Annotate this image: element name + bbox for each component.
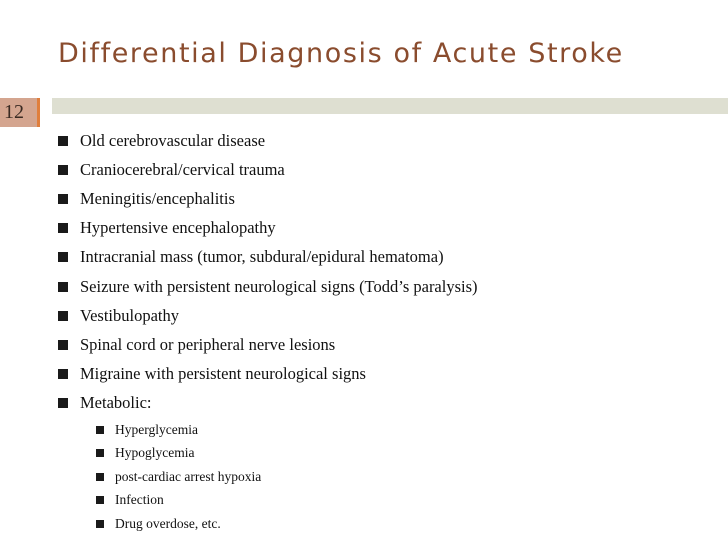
square-bullet-icon	[96, 520, 104, 528]
list-item-text: Meningitis/encephalitis	[80, 188, 235, 208]
header-bar	[52, 98, 728, 114]
list-item-text: Vestibulopathy	[80, 305, 179, 325]
list-item-metabolic	[58, 389, 478, 418]
list-item-text: Spinal cord or peripheral nerve lesions	[80, 334, 336, 354]
list-item	[58, 155, 478, 184]
square-bullet-icon	[96, 473, 104, 481]
sub-list-item	[96, 441, 478, 465]
sub-list-item	[96, 512, 478, 536]
sub-list-item-text: Infection	[115, 492, 164, 508]
sub-list-item-text: Hypoglycemia	[115, 445, 195, 461]
square-bullet-icon	[58, 369, 68, 379]
slide-title: Differential Diagnosis of Acute Stroke	[58, 38, 624, 69]
square-bullet-icon	[96, 426, 104, 434]
square-bullet-icon	[58, 340, 68, 350]
square-bullet-icon	[58, 252, 68, 262]
sub-list-item	[96, 489, 478, 513]
list-item	[58, 243, 478, 272]
list-item-text: Migraine with persistent neurological signs	[80, 364, 366, 384]
sub-list-item-text: Hyperglycemia	[115, 421, 198, 437]
list-item-text: Hypertensive encephalopathy	[80, 218, 276, 238]
list-item	[58, 301, 478, 330]
square-bullet-icon	[96, 496, 104, 504]
sub-list-item-text: post-cardiac arrest hypoxia	[115, 468, 262, 484]
bullet-list	[58, 126, 478, 536]
list-item	[58, 214, 478, 243]
square-bullet-icon	[58, 165, 68, 175]
square-bullet-icon	[58, 194, 68, 204]
square-bullet-icon	[58, 398, 68, 408]
list-item	[58, 272, 478, 301]
list-item-text: Seizure with persistent neurological signs (Todd’s paralysis)	[80, 276, 478, 296]
metabolic-sublist-container	[58, 418, 478, 536]
metabolic-sublist	[58, 418, 478, 536]
list-item-text: Intracranial mass (tumor, subdural/epidural hematoma)	[80, 247, 444, 267]
list-item-text: Metabolic:	[80, 393, 152, 413]
sub-list-item	[96, 418, 478, 442]
sub-list-item-text: Drug overdose, etc.	[115, 516, 221, 532]
square-bullet-icon	[58, 136, 68, 146]
sub-list-item	[96, 465, 478, 489]
square-bullet-icon	[96, 449, 104, 457]
list-item	[58, 184, 478, 213]
list-item-text: Old cerebrovascular disease	[80, 130, 266, 150]
slide-number: 12	[0, 98, 40, 127]
list-item	[58, 330, 478, 359]
list-item-text: Craniocerebral/cervical trauma	[80, 159, 285, 179]
list-item	[58, 360, 478, 389]
square-bullet-icon	[58, 223, 68, 233]
list-item	[58, 126, 478, 155]
square-bullet-icon	[58, 282, 68, 292]
square-bullet-icon	[58, 311, 68, 321]
